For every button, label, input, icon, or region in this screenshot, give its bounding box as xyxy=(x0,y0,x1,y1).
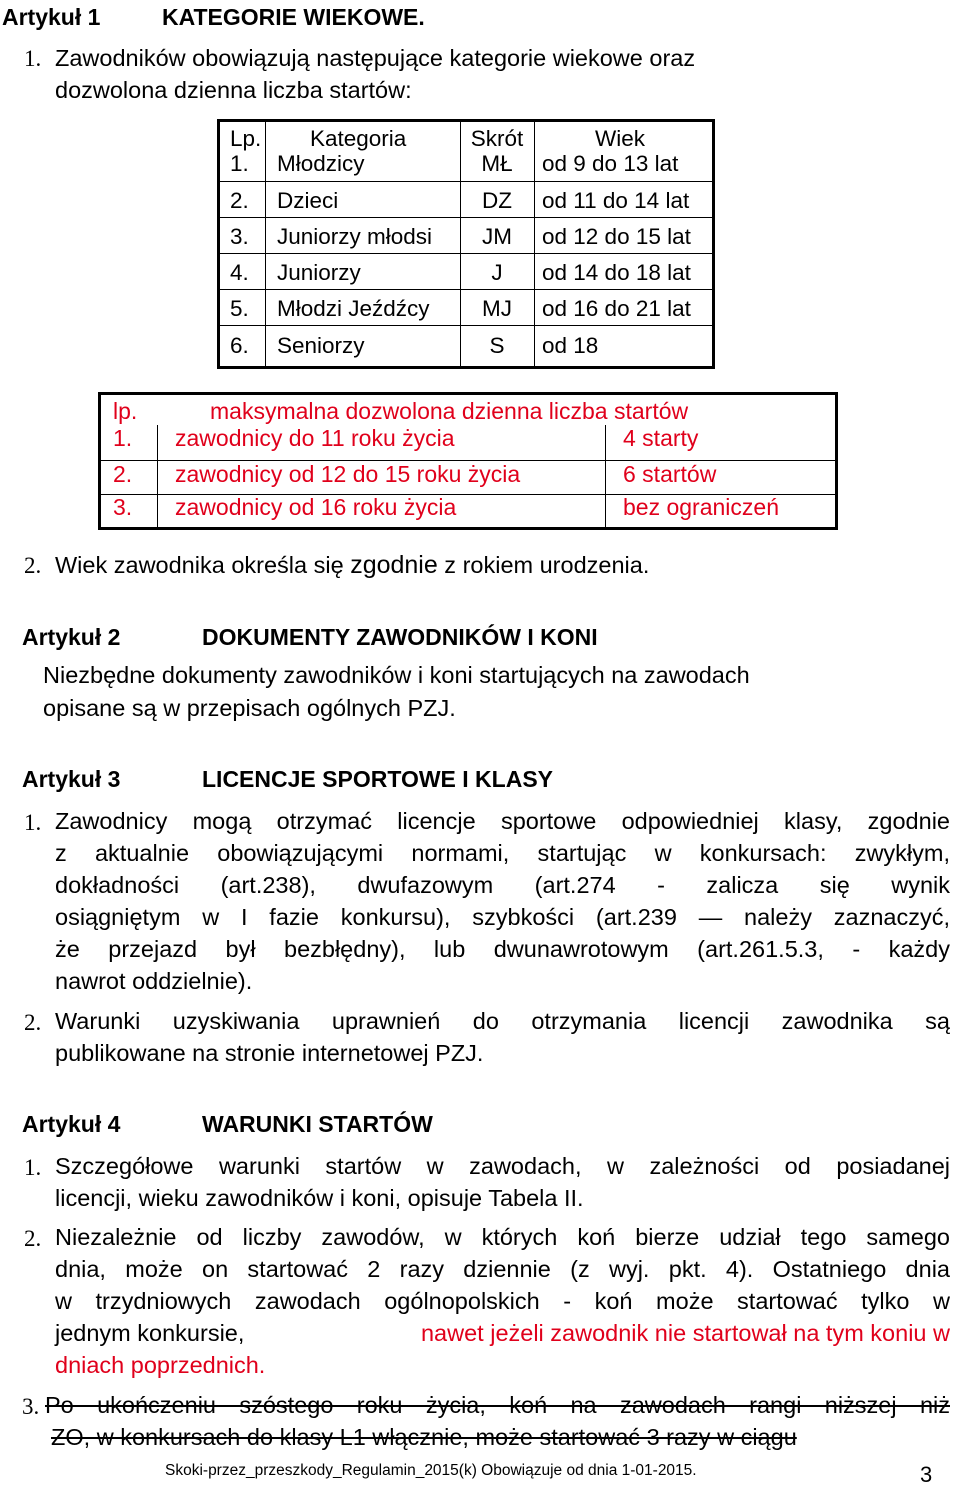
art3-p2-number: 2. xyxy=(24,1010,42,1035)
art3-p1-number: 1. xyxy=(24,810,42,835)
art1-p2-number: 2. xyxy=(24,553,42,578)
art4-p2-line: Niezależnie od liczby zawodów, w których koń bierze udział tego samego xyxy=(55,1224,950,1250)
header-lp: Lp. xyxy=(230,126,262,151)
daily-starts-table: lp. maksymalna dozwolona dzienna liczba startów 1. zawodnicy do 11 roku życia 4 starty 2. zawodnicy od 12 do 15 roku życia 6 startów 3. zawodnicy od 16 roku życia bez ograniczeń xyxy=(98,392,838,530)
art4-p2-line: dnia, może on startować 2 razy dziennie (z wyj. pkt. 4). Ostatniego dnia xyxy=(55,1256,950,1282)
art2-title: DOKUMENTY ZAWODNIKÓW I KONI xyxy=(202,624,598,650)
art3-label: Artykuł 3 xyxy=(22,766,121,792)
art1-p2-text: Wiek zawodnika określa się zgodnie z rokiem urodzenia. xyxy=(55,551,650,579)
age-categories-table: Lp. Kategoria Skrót Wiek 1. Młodzicy MŁ od 9 do 13 lat 2. Dzieci DZ od 11 do 14 lat 3. Juniorzy młodsi JM od 12 do 15 lat 4. Juniorzy J od 14 do 18 lat 5. Młodzi Jeźdźcy MJ od 16 do 21 lat 6. Seniorzy S od 18 xyxy=(217,119,715,369)
art4-p2-number: 2. xyxy=(24,1226,42,1251)
art1-p1-line2: dozwolona dzienna liczba startów: xyxy=(55,77,412,103)
art4-p3-line2: ZO, w konkursach do klasy L1 włącznie, może startować 3 razy w ciągu xyxy=(51,1424,797,1450)
art3-p1-line: że przejazd był bezbłędny), lub dwunawrotowym (art.261.5.3, - każdy xyxy=(55,936,950,962)
header-kategoria: Kategoria xyxy=(310,126,407,151)
table2-header-lp: lp. xyxy=(113,398,138,424)
art4-p1-line: licencji, wieku zawodników i koni, opisuje Tabela II. xyxy=(55,1185,584,1211)
art4-p2-line5: dniach poprzednich. xyxy=(55,1352,266,1378)
art3-p2-line: Warunki uzyskiwania uprawnień do otrzymania licencji zawodnika są xyxy=(55,1008,950,1034)
art4-title: WARUNKI STARTÓW xyxy=(202,1111,433,1137)
page-number: 3 xyxy=(920,1462,933,1487)
art3-p1-line: nawrot oddzielnie). xyxy=(55,968,253,994)
art3-p1-line: dokładności (art.238), dwufazowym (art.274 - zalicza się wynik xyxy=(55,872,950,898)
art1-p1-line1: Zawodników obowiązują następujące kategorie wiekowe oraz xyxy=(55,45,696,71)
art1-title: KATEGORIE WIEKOWE. xyxy=(162,4,425,30)
art4-p2-line: w trzydniowych zawodach ogólnopolskich - koń może startować tylko w xyxy=(55,1288,950,1314)
art3-p1-line: Zawodnicy mogą otrzymać licencje sportowe odpowiedniej klasy, zgodnie xyxy=(55,808,950,834)
art3-p1-line: z aktualnie obowiązującymi normami, startując w konkursach: zwykłym, xyxy=(55,840,950,866)
header-skrot: Skrót xyxy=(470,126,524,151)
footer-text: Skoki-przez_przeszkody_Regulamin_2015(k) Obowiązuje od dnia 1-01-2015. xyxy=(165,1462,697,1479)
header-wiek: Wiek xyxy=(595,126,645,151)
art4-p3-line1: Po ukończeniu szóstego roku życia, koń na zawodach rangi niższej niż xyxy=(45,1392,950,1418)
art4-p1-number: 1. xyxy=(24,1155,42,1180)
art4-p2-line4: jednym konkursie, nawet jeżeli zawodnik nie startował na tym koniu w xyxy=(55,1320,950,1346)
art3-p1-line: osiągniętym w I fazie konkursu), szybkości (art.239 — należy zaznaczyć, xyxy=(55,904,950,930)
art4-label: Artykuł 4 xyxy=(22,1111,121,1137)
art4-p3-number: 3. xyxy=(22,1394,40,1419)
art2-line2: opisane są w przepisach ogólnych PZJ. xyxy=(43,695,456,721)
art2-label: Artykuł 2 xyxy=(22,624,121,650)
art4-p1-line: Szczegółowe warunki startów w zawodach, w zależności od posiadanej xyxy=(55,1153,950,1179)
art1-label: Artykuł 1 xyxy=(2,4,101,30)
art1-p1-number: 1. xyxy=(24,46,42,71)
table2-header-title: maksymalna dozwolona dzienna liczba startów xyxy=(210,398,689,424)
art3-p2-line: publikowane na stronie internetowej PZJ. xyxy=(55,1040,484,1066)
art2-line1: Niezbędne dokumenty zawodników i koni startujących na zawodach xyxy=(43,662,750,688)
art3-title: LICENCJE SPORTOWE I KLASY xyxy=(202,766,554,792)
